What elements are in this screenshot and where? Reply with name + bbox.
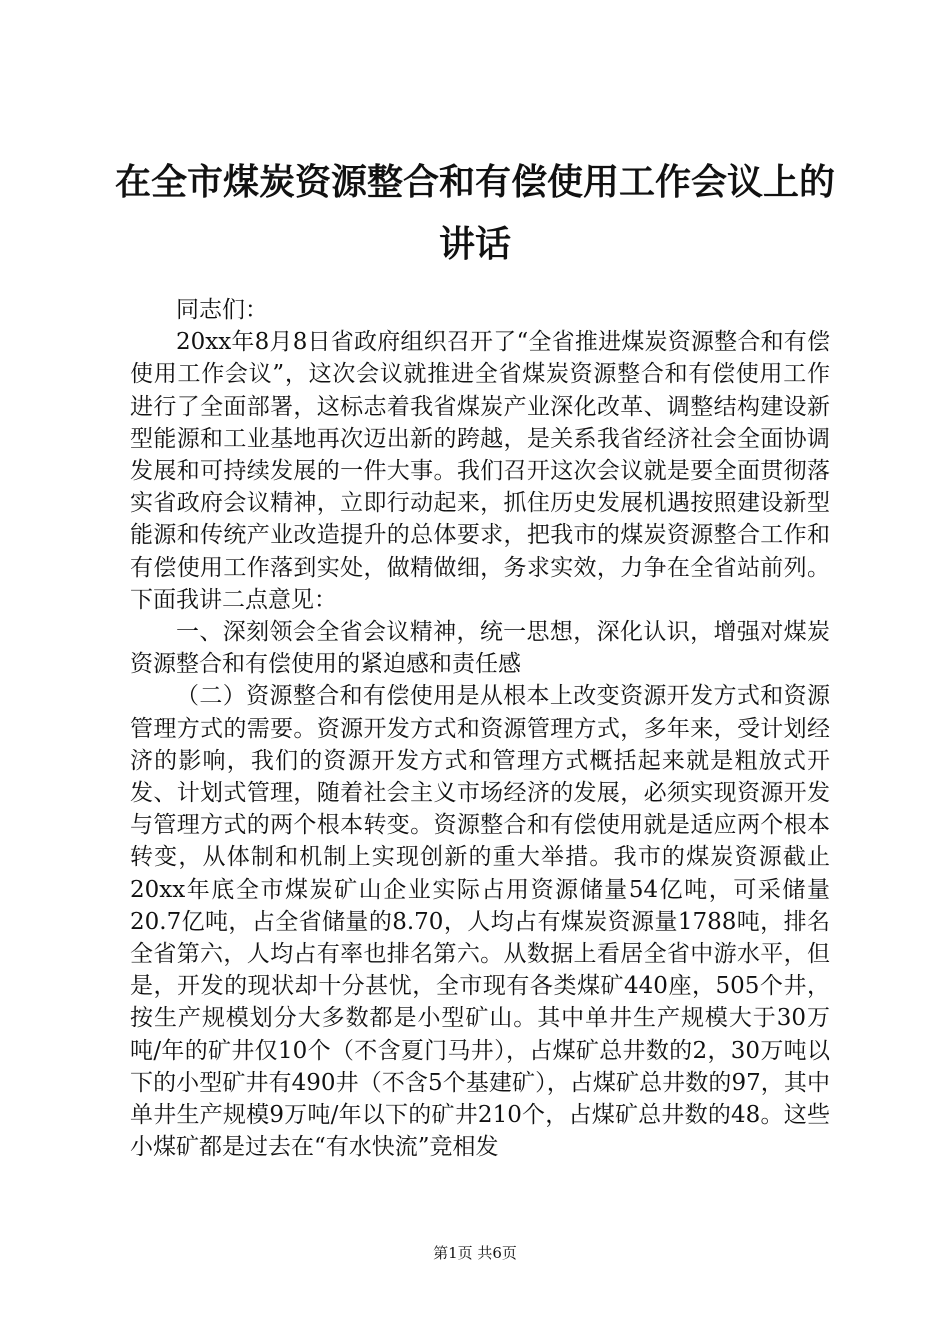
body-paragraph: （二）资源整合和有偿使用是从根本上改变资源开发方式和资源管理方式的需要。资源开发方式和资源管理方式，多年来，受计划经济的影响，我们的资源开发方式和管理方式概括起来就是粗放式开发、计划式管理，随着社会主义市场经济的发展，必须实现资源开发与管理方式的两个根本转变。资源整合和有偿使用就是适应两个根本转变，从体制和机制上实现创新的重大举措。我市的煤炭资源截止20xx年底全市煤炭矿山企业实际占用资源储量54亿吨，可采储量20.7亿吨，占全省储量的8.70，人均占有煤炭资源量1788吨，排名全省第六，人均占有率也排名第六。从数据上看居全省中游水平，但是，开发的现状却十分甚忧，全市现有各类煤矿440座，505个井，按生产规模划分大多数都是小型矿山。其中单井生产规模大于30万吨/年的矿井仅10个（不含夏门马井），占煤矿总井数的2，30万吨以下的小型矿井有490井（不含5个基建矿），占煤矿总井数的97，其中单井生产规模9万吨/年以下的矿井210个，占煤矿总井数的48。这些小煤矿都是过去在“有水快流”竞相发 — [130, 683, 830, 1161]
document-title: 在全市煤炭资源整合和有偿使用工作会议上的讲话 — [114, 162, 835, 265]
page-number-footer: 第1页 共6页 — [433, 1244, 517, 1262]
intro-paragraph: 20xx年8月8日省政府组织召开了“全省推进煤炭资源整合和有偿使用工作会议”，这次会议就推进全省煤炭资源整合和有偿使用工作进行了全面部署，这标志着我省煤炭产业深化改革、调整结构建设新型能源和工业基地再次迈出新的跨越，是关系我省经济社会全面协调发展和可持续发展的一件大事。我们召开这次会议就是要全面贯彻落实省政府会议精神，立即行动起来，抓住历史发展机遇按照建设新型能源和传统产业改造提升的总体要求，把我市的煤炭资源整合工作和有偿使用工作落到实处，做精做细，务求实效，力争在全省站前列。下面我讲二点意见： — [130, 329, 830, 613]
salutation-paragraph: 同志们： — [176, 297, 268, 323]
document-body — [130, 294, 830, 1163]
section-heading-paragraph: 一、深刻领会全省会议精神，统一思想，深化认识，增强对煤炭资源整合和有偿使用的紧迫感和责任感 — [130, 619, 830, 678]
